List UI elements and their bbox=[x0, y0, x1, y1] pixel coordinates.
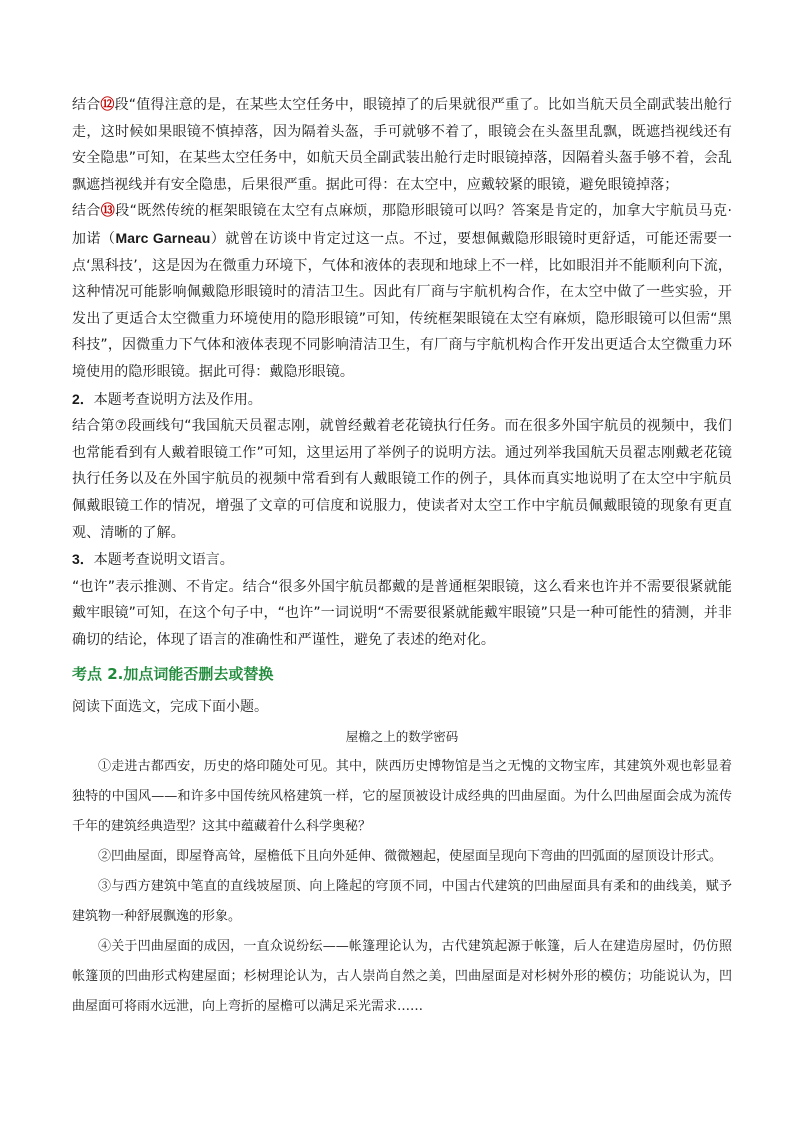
question-2-header bbox=[72, 386, 732, 414]
analysis-prefix: 结合 bbox=[72, 97, 101, 113]
astronaut-english-name: Marc Garneau bbox=[115, 229, 211, 246]
question-2-answer: 结合第⑦段画线句“我国航天员翟志刚，就曾经戴着老花镜执行任务。而在很多外国宇航员的视频中，我们也常能看到有人戴着眼镜工作”可知，这里运用了举例子的说明方法。通过列举我国航天员翟志刚戴老花镜执行任务以及在外国宇航员的视频中常看到有人戴眼镜工作的例子，具体而真实地说明了在太空中宇航员佩戴眼镜工作的情况，增强了文章的可信度和说服力，使读者对太空工作中宇航员佩戴眼镜的现象有更直观、清晰的了解。 bbox=[72, 418, 732, 541]
question-3-answer: “也许”表示推测、不肯定。结合“很多外国宇航员都戴的是普通框架眼镜，这么看来也许并不需要很紧就能戴牢眼镜”可知，在这个句子中，“也许”一词说明“不需要很紧就能戴牢眼镜”只是一种可能性的猜测，并非确切的结论，体现了语言的准确性和严谨性，避免了表述的绝对化。 bbox=[72, 578, 732, 648]
analysis-paragraph-13 bbox=[72, 198, 732, 385]
article-paragraph: ③与西方建筑中笔直的直线坡屋顶、向上隆起的穹顶不同，中国古代建筑的凹曲屋面具有柔和的曲线美，赋予建筑物一种舒展飘逸的形象。 bbox=[72, 879, 732, 925]
analysis-text-a: 段“既然传统的框架眼镜在太空有点麻烦，那隐形眼镜可以吗？答案是肯定的，加拿大宇航员马克·加诺（ bbox=[72, 203, 732, 247]
article-paragraph: ②凹曲屋面，即屋脊高耸，屋檐低下且向外延伸、微微翘起，使屋面呈现向下弯曲的凹弧面的屋顶设计形式。 bbox=[98, 849, 723, 865]
analysis-paragraph-12 bbox=[72, 92, 732, 198]
section-heading: 考点 2.加点词能否删去或替换 bbox=[72, 665, 274, 684]
question-number: 3． bbox=[72, 551, 94, 568]
paragraph-number-12: ⑫ bbox=[100, 97, 115, 113]
reading-instruction: 阅读下面选文，完成下面小题。 bbox=[72, 699, 268, 716]
article-paragraph: ①走进古都西安，历史的烙印随处可见。其中，陕西历史博物馆是当之无愧的文物宝库，其建筑外观也彰显着独特的中国风——和许多中国传统风格建筑一样，它的屋顶被设计成经典的凹曲屋面。为什么凹曲屋面会成为流传千年的建筑经典造型？这其中蕴藏着什么科学奥秘？ bbox=[72, 759, 732, 835]
page-content bbox=[72, 88, 732, 1022]
article-title: 屋檐之上的数学密码 bbox=[345, 729, 459, 745]
question-number: 2． bbox=[72, 390, 94, 407]
paragraph-number-13: ⑬ bbox=[100, 203, 116, 220]
article-paragraph: ④关于凹曲屋面的成因，一直众说纷纭——帐篷理论认为，古代建筑起源于帐篷，后人在建造房屋时，仍仿照帐篷顶的凹曲形式构建屋面；杉树理论认为，古人崇尚自然之美，凹曲屋面是对杉树外形的模仿；功能说认为，凹曲屋面可将雨水远泄，向上弯折的屋檐可以满足采光需求…… bbox=[72, 939, 732, 1015]
analysis-text-b: ）就曾在访谈中肯定过这一点。不过，要想佩戴隐形眼镜时更舒适，可能还需要一点‘黑科技’，这是因为在微重力环境下，气体和液体的表现和地球上不一样，比如眼泪并不能顺利向下流，这种情况可能影响佩戴隐形眼镜时的清洁卫生。因此有厂商与宇航机构合作，在太空中做了一些实验，开发出了更适合太空微重力环境使用的隐形眼镜”可知，传统框架眼镜在太空有麻烦，隐形眼镜可以但需“黑科技”，因微重力下气体和液体表现不同影响清洁卫生，有厂商与宇航机构合作开发出更适合太空微重力环境使用的隐形眼镜。据此可得：戴隐形眼镜。 bbox=[72, 230, 732, 380]
question-label: 本题考查说明文语言。 bbox=[93, 552, 234, 569]
question-label: 本题考查说明方法及作用。 bbox=[93, 391, 262, 408]
question-3-header bbox=[72, 546, 732, 574]
analysis-text: 段“值得注意的是，在某些太空任务中，眼镜掉了的后果就很严重了。比如当航天员全副武装出舱行走，这时候如果眼镜不慎掉落，因为隔着头盔，手可就够不着了，眼镜会在头盔里乱飘，既遮挡视线还有安全隐患”可知，在某些太空任务中，如航天员全副武装出舱行走时眼镜掉落，因隔着头盔手够不着，会乱飘遮挡视线并有安全隐患，后果很严重。据此可得：在太空中，应戴较紧的眼镜，避免眼镜掉落； bbox=[72, 97, 733, 193]
analysis-prefix: 结合 bbox=[72, 203, 101, 220]
